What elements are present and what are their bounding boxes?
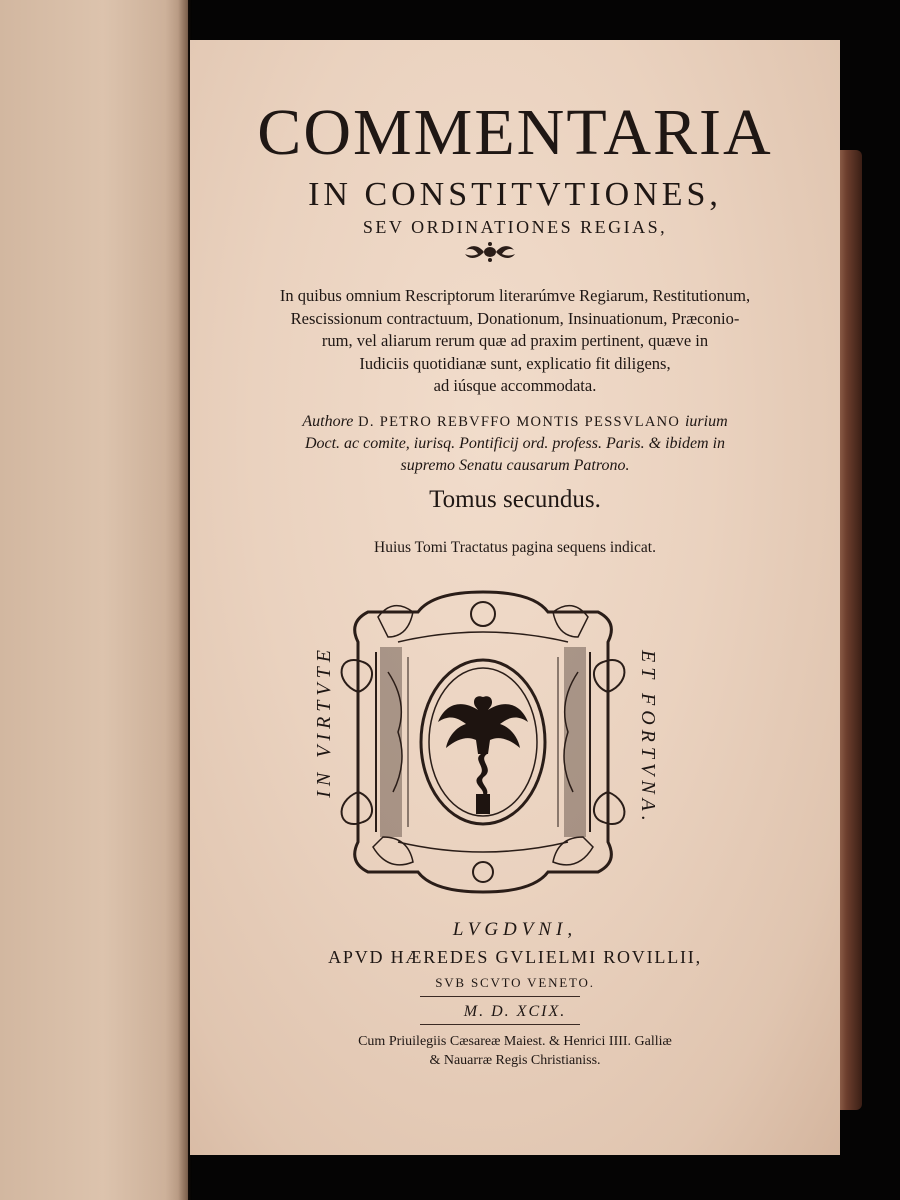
motto-left: IN VIRTVTE (313, 645, 335, 798)
description-line: ad iúsque accommodata. (433, 376, 597, 395)
contents-note: Huius Tomi Tractatus pagina sequens indicat. (374, 539, 656, 556)
privilege-line: & Nauarræ Regis Christianiss. (429, 1053, 601, 1068)
rule-top (420, 996, 580, 997)
author-line-2: Doct. ac comite, iurisq. Pontificij ord. profess. Paris. & ibidem in (304, 435, 726, 452)
motto-right: ET FORTVNA. (637, 650, 659, 826)
imprint-city: LVGDVNI, (452, 919, 578, 940)
privilege-block (190, 1032, 840, 1070)
printers-device-eagle-icon (338, 582, 628, 902)
description-line: In quibus omnium Rescriptorum literarúmve Regiarum, Restitutionum, (279, 286, 751, 305)
author-line-1 (190, 410, 840, 433)
imprint-sign: SVB SCVTO VENETO. (435, 975, 595, 990)
privilege-line: Cum Priuilegiis Cæsareæ Maiest. & Henrici IIII. Galliæ (358, 1034, 672, 1049)
author-lead: Authore (302, 413, 354, 430)
description-block (190, 285, 840, 398)
imprint-date: M. D. XCIX. (463, 1003, 567, 1020)
author-line-3: supremo Senatu causarum Patrono. (400, 457, 630, 474)
title-line-3: SEV ORDINATIONES REGIAS, (362, 217, 668, 237)
description-line: Iudiciis quotidianæ sunt, explicatio fit diligens, (359, 353, 671, 373)
left-blank-page (0, 0, 188, 1200)
author-name: D. PETRO REBVFFO MONTIS PESSVLANO (358, 414, 681, 430)
title-line-2: IN CONSTITVTIONES, (308, 176, 722, 213)
description-line: Rescissionum contractuum, Donationum, Insinuationum, Præconio- (290, 308, 740, 328)
fleuron-ornament-icon (462, 241, 518, 263)
volume-label: Tomus secundus. (429, 486, 601, 513)
author-block (190, 410, 840, 477)
author-trail: iurium (684, 413, 728, 430)
title-main: COMMENTARIA (257, 96, 773, 169)
description-line: rum, vel aliarum rerum quæ ad praxim pertinent, quæve in (321, 331, 709, 350)
rule-bottom (420, 1024, 580, 1025)
imprint-publisher: APVD HÆREDES GVLIELMI ROVILLII, (328, 947, 702, 967)
